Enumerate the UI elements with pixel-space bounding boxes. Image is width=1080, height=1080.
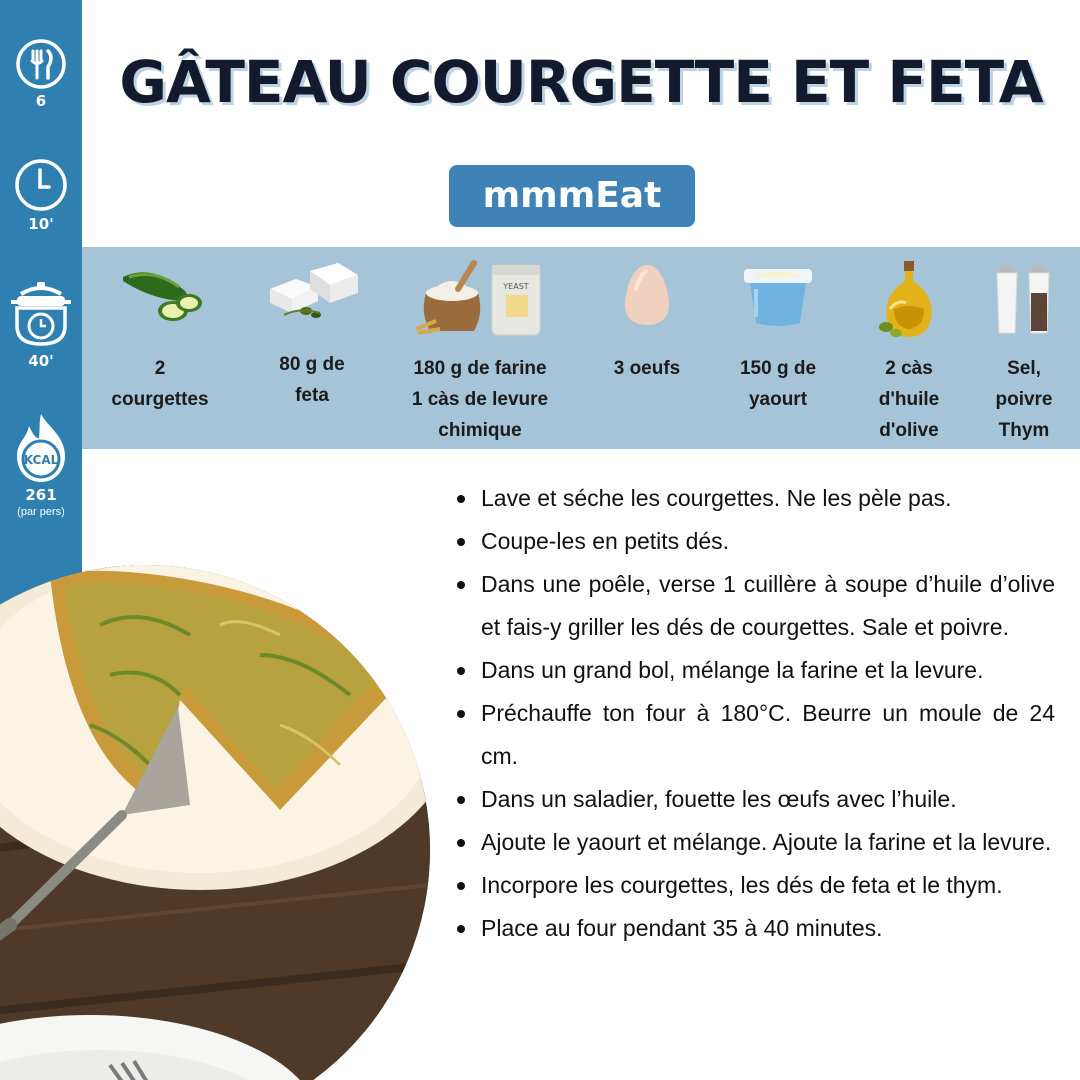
feta-icon [262,259,362,323]
recipe-steps [455,477,1055,950]
yogurt-icon [738,259,818,329]
servings-value: 6 [35,92,47,110]
ingredient-label: 180 g de farine 1 càs de levure chimique [411,358,549,441]
step-item: Place au four pendant 35 à 40 minutes. [455,907,1055,950]
clock-icon [13,157,69,213]
svg-text:YEAST: YEAST [503,282,529,291]
step-item: Lave et séche les courgettes. Ne les pèle pas. [455,477,1055,520]
page-title: GÂTEAU COURGETTE ET FETA [119,48,1043,116]
flour-yeast-icon [410,259,550,339]
salt-pepper-icon [989,259,1059,339]
prep-time-value: 10' [28,215,54,233]
ingredient-item [232,247,392,449]
cook-time-value: 40' [28,352,54,370]
olive-oil-icon [874,259,944,339]
kcal-badge-text: KCAL [23,453,59,467]
kcal-note: (par pers) [17,506,65,518]
ingredient-item [710,247,846,449]
ingredient-label: Sel, poivre Thym [995,358,1053,441]
prep-time-block [0,157,82,233]
ingredients-band [82,247,1080,449]
step-item: Dans un saladier, fouette les œufs avec l’huile. [455,778,1055,821]
step-item: Dans une poêle, verse 1 cuillère à soupe d’huile d’olive et fais-y griller les dés de courgettes. Sale et poivre. [455,563,1055,649]
step-item: Incorpore les courgettes, les dés de feta et le thym. [455,864,1055,907]
ingredient-item [394,247,566,449]
ingredient-label: 2 courgettes [111,358,209,410]
cake-photo-illustration [0,565,430,1080]
cutlery-icon [15,38,67,90]
step-item: Coupe-les en petits dés. [455,520,1055,563]
cake-photo [0,565,430,1080]
ingredient-label: 2 càs d'huile d'olive [878,358,940,441]
cooking-pot-icon [8,280,74,350]
servings-block [0,38,82,110]
ingredient-label: 80 g de feta [279,354,345,406]
calories-block [0,412,82,518]
ingredient-item [94,247,226,449]
egg-icon [622,259,672,329]
ingredient-label: 150 g de yaourt [739,358,817,410]
step-item: Dans un grand bol, mélange la farine et la levure. [455,649,1055,692]
ingredient-item [972,247,1076,449]
brand-logo: mmmEat [449,165,695,227]
step-item: Ajoute le yaourt et mélange. Ajoute la farine et la levure. [455,821,1055,864]
kcal-value: 261 [25,486,57,504]
flame-kcal-icon [9,412,73,484]
ingredient-label: 3 oeufs [613,358,681,379]
recipe-info-sidebar [0,0,82,640]
ingredient-item [848,247,970,449]
ingredient-item [592,247,702,449]
step-item: Préchauffe ton four à 180°C. Beurre un moule de 24 cm. [455,692,1055,778]
zucchini-icon [115,259,205,329]
cook-time-block [0,280,82,370]
